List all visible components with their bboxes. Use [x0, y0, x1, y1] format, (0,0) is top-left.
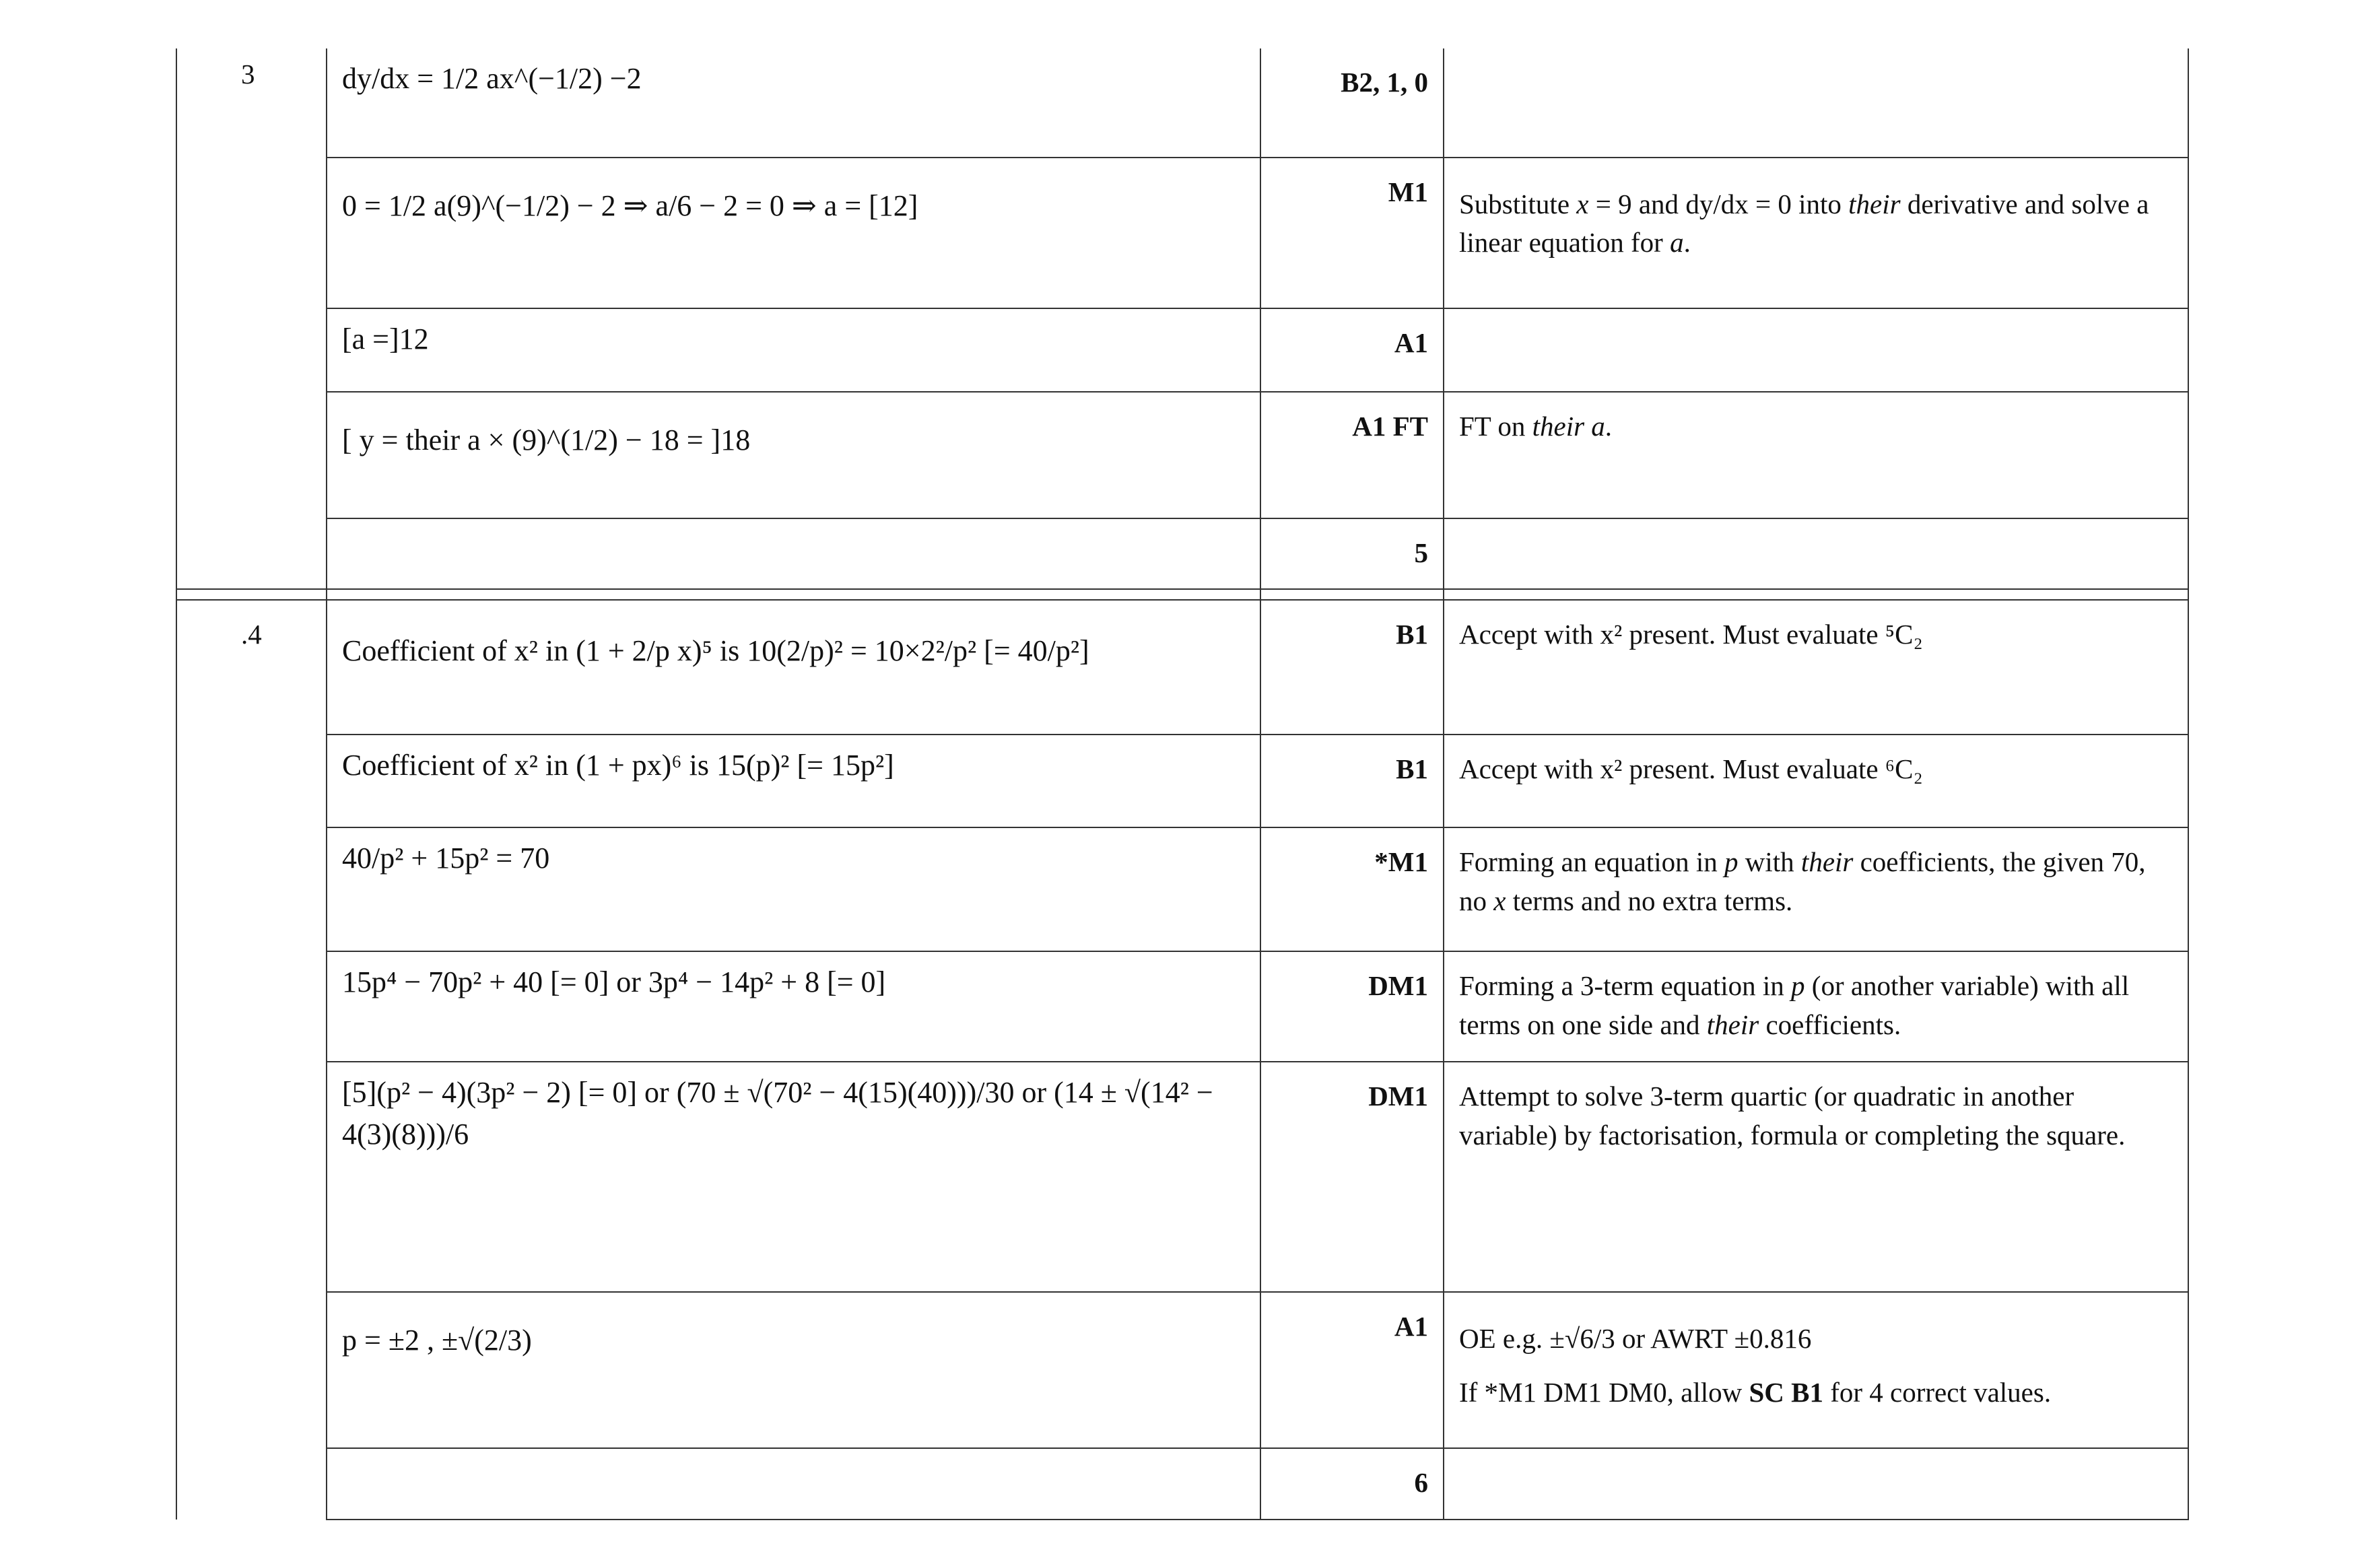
table-row — [176, 735, 2188, 827]
total-mark-cell: 5 — [1260, 518, 1444, 589]
answer-cell: [5](p² − 4)(3p² − 2) [= 0] or (70 ± √(70² − 4(15)(40)))/30 or (14 ± √(14² − 4(3)(8)))/6 — [327, 1062, 1260, 1292]
mark-cell: B1 — [1260, 600, 1444, 735]
guidance-cell — [1444, 518, 2188, 589]
table-row — [176, 600, 2188, 735]
guidance-cell — [1444, 1448, 2188, 1519]
guidance-cell — [1444, 48, 2188, 158]
table-row — [176, 827, 2188, 951]
guidance-line: If *M1 DM1 DM0, allow SC B1 for 4 correct values. — [1459, 1376, 2052, 1408]
guidance-line: OE e.g. ±√6/3 or AWRT ±0.816 — [1459, 1323, 1812, 1355]
guidance-cell — [1444, 1292, 2188, 1448]
guidance-cell: Substitute x = 9 and dy/dx = 0 into their derivative and solve a linear equation for a. — [1444, 158, 2188, 308]
question-number: 3 — [176, 48, 327, 589]
mark-cell: DM1 — [1260, 1062, 1444, 1292]
mark-cell: B2, 1, 0 — [1260, 48, 1444, 158]
answer-cell — [327, 1448, 1260, 1519]
table-row — [176, 1292, 2188, 1448]
guidance-cell — [1444, 308, 2188, 392]
mark-cell: *M1 — [1260, 827, 1444, 951]
total-mark-cell: 6 — [1260, 1448, 1444, 1519]
table-row — [176, 518, 2188, 589]
answer-cell: 15p⁴ − 70p² + 40 [= 0] or 3p⁴ − 14p² + 8 [= 0] — [327, 951, 1260, 1062]
guidance-cell: Accept with x² present. Must evaluate ⁵C₂ — [1444, 600, 2188, 735]
table-row — [176, 951, 2188, 1062]
question-separator — [176, 589, 2188, 600]
guidance-cell: Forming a 3-term equation in p (or another variable) with all terms on one side and their coefficients. — [1444, 951, 2188, 1062]
mark-cell: B1 — [1260, 735, 1444, 827]
answer-cell: p = ±2 , ±√(2/3) — [327, 1292, 1260, 1448]
answer-cell — [327, 518, 1260, 589]
table-row — [176, 158, 2188, 308]
question-number: .4 — [176, 600, 327, 1519]
mark-cell: A1 FT — [1260, 392, 1444, 518]
table-row — [176, 1448, 2188, 1519]
answer-cell: dy/dx = 1/2 ax^(−1/2) −2 — [327, 48, 1260, 158]
table-row — [176, 308, 2188, 392]
guidance-cell: FT on their a. — [1444, 392, 2188, 518]
answer-cell: Coefficient of x² in (1 + 2/p x)⁵ is 10(2/p)² = 10×2²/p² [= 40/p²] — [327, 600, 1260, 735]
table-row — [176, 392, 2188, 518]
table-row — [176, 1062, 2188, 1292]
mark-cell: A1 — [1260, 308, 1444, 392]
answer-cell: 0 = 1/2 a(9)^(−1/2) − 2 ⇒ a/6 − 2 = 0 ⇒ a = [12] — [327, 158, 1260, 308]
guidance-cell: Attempt to solve 3-term quartic (or quadratic in another variable) by factorisation, formula or completing the square. — [1444, 1062, 2188, 1292]
guidance-cell: Forming an equation in p with their coefficients, the given 70, no x terms and no extra terms. — [1444, 827, 2188, 951]
answer-cell: 40/p² + 15p² = 70 — [327, 827, 1260, 951]
table-row — [176, 48, 2188, 158]
mark-cell: A1 — [1260, 1292, 1444, 1448]
mark-scheme-table — [176, 48, 2189, 1520]
mark-cell: DM1 — [1260, 951, 1444, 1062]
guidance-cell: Accept with x² present. Must evaluate ⁶C₂ — [1444, 735, 2188, 827]
mark-cell: M1 — [1260, 158, 1444, 308]
answer-cell: [ y = their a × (9)^(1/2) − 18 = ]18 — [327, 392, 1260, 518]
answer-cell: [a =]12 — [327, 308, 1260, 392]
answer-cell: Coefficient of x² in (1 + px)⁶ is 15(p)² [= 15p²] — [327, 735, 1260, 827]
